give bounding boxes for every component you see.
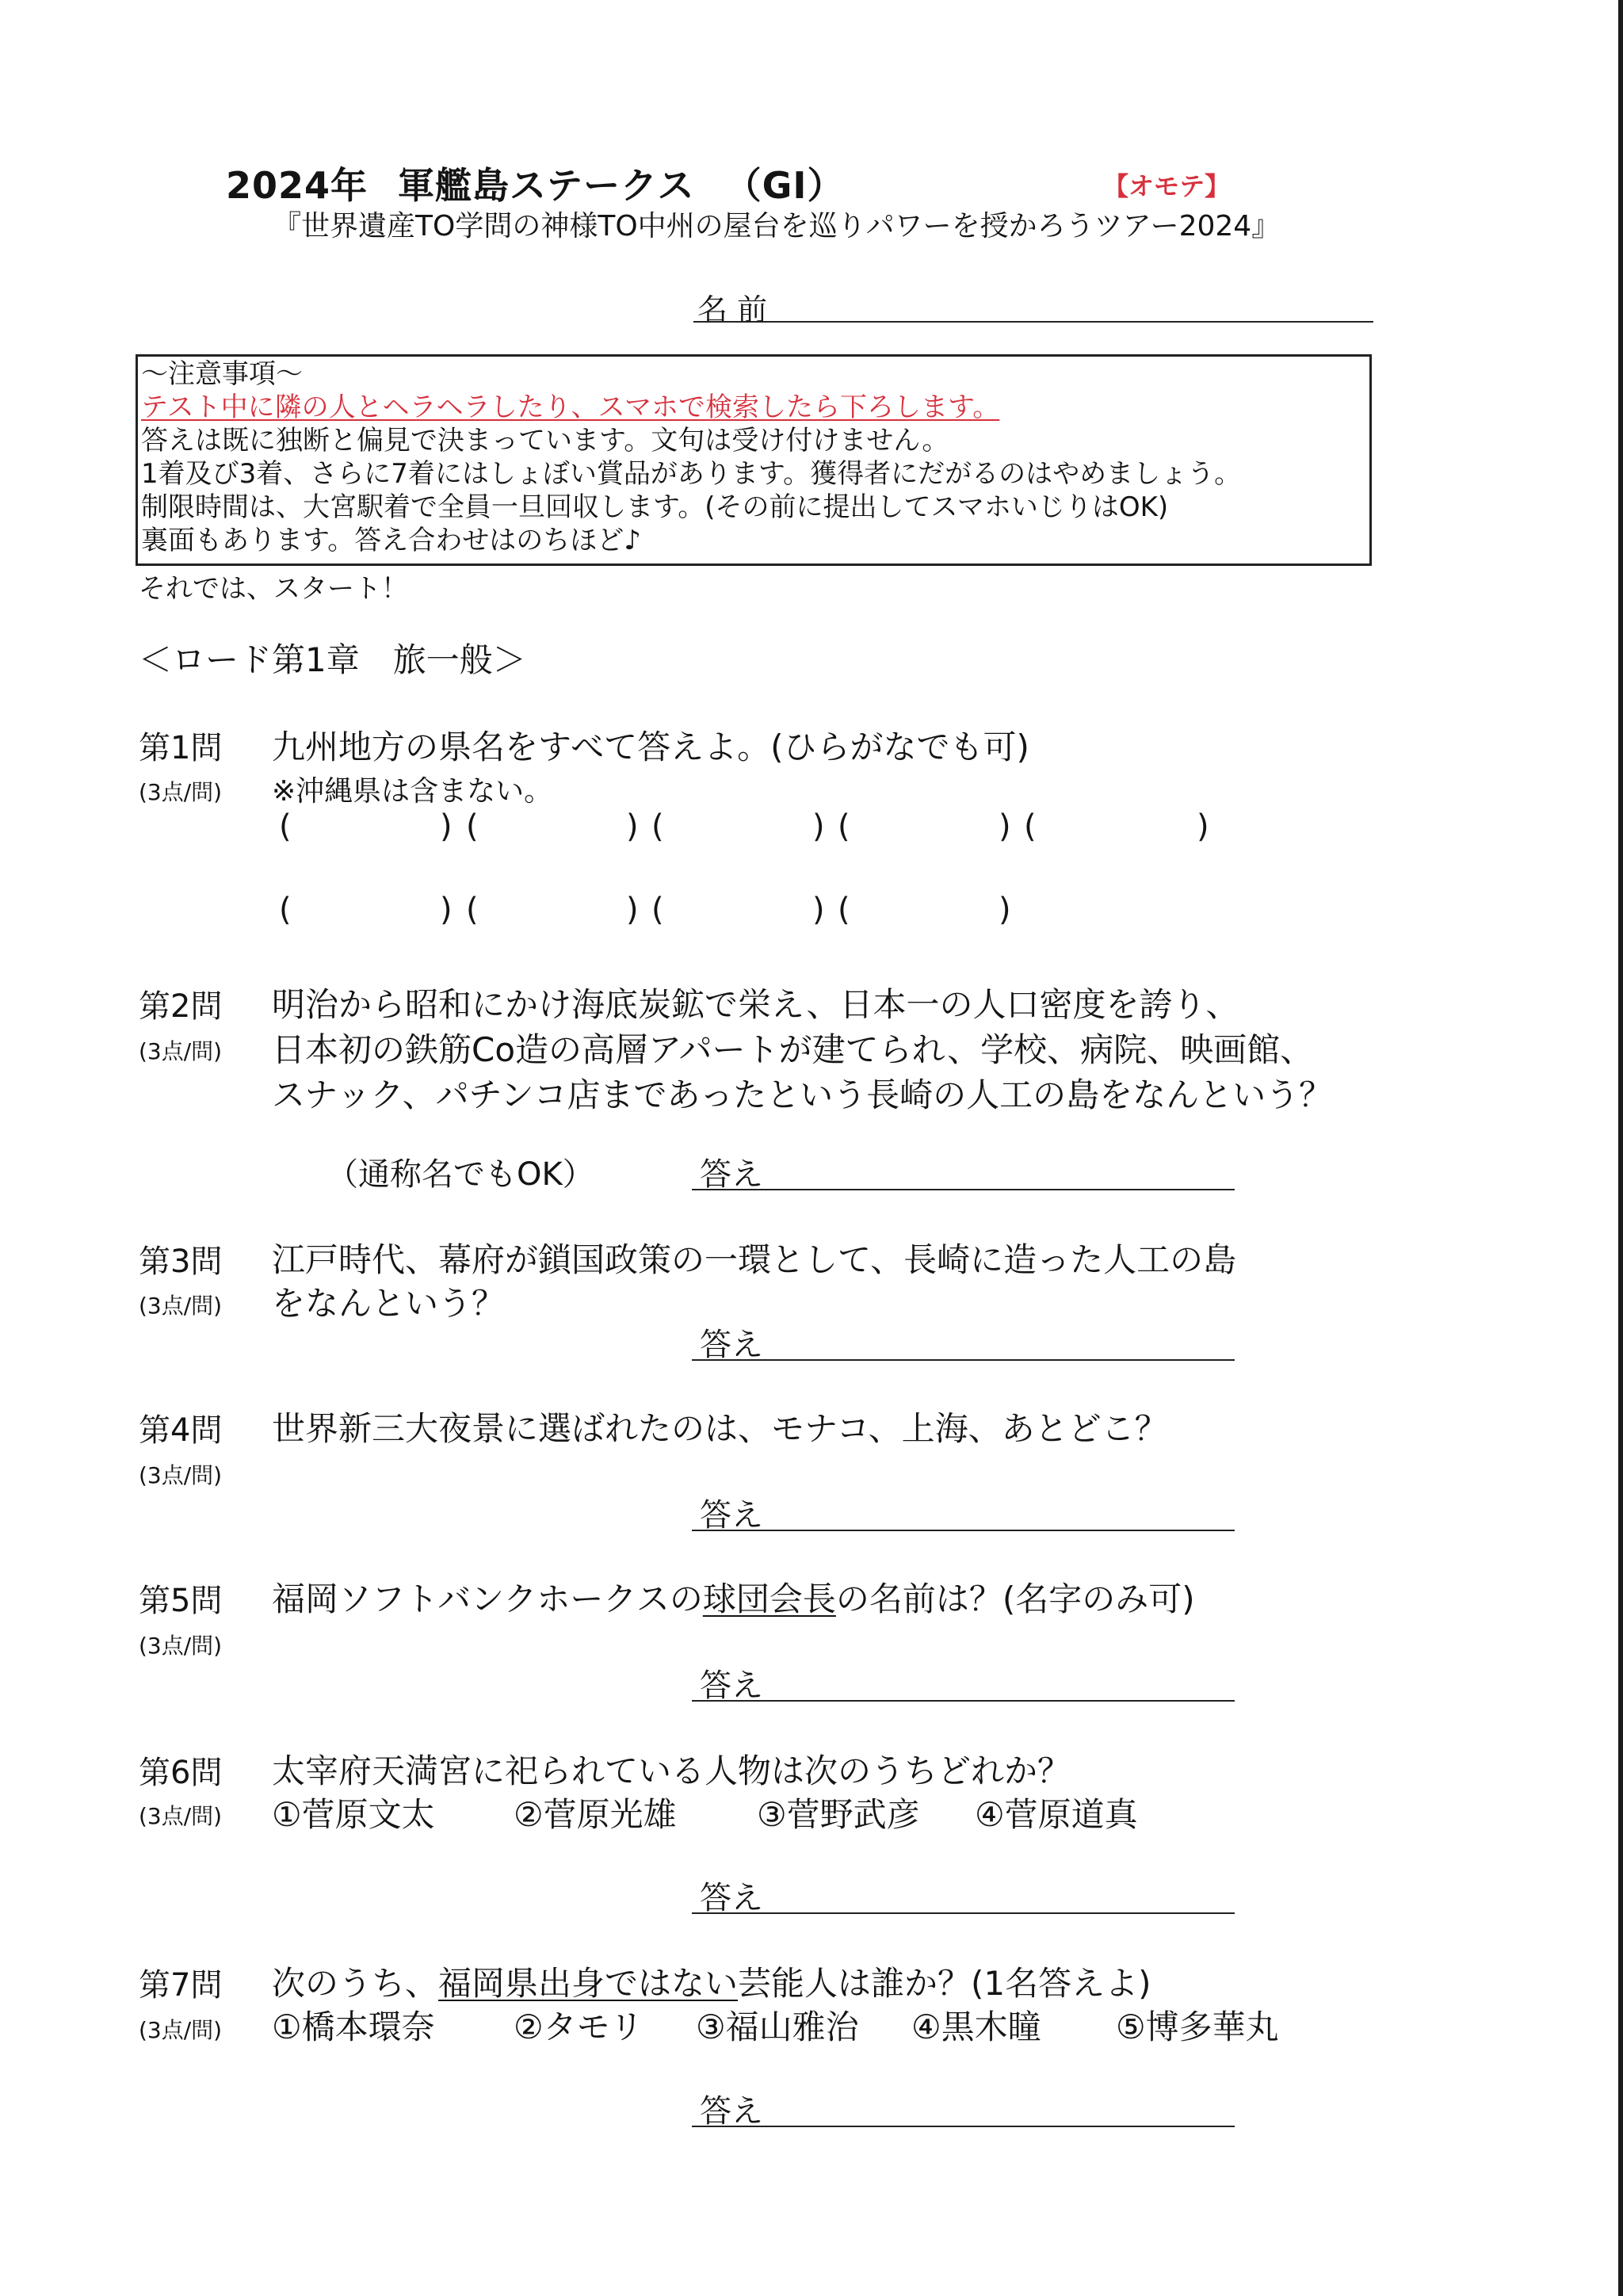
question-2-line: 明治から昭和にかけ海底炭鉱で栄え、日本一の人口密度を誇り、 (272, 985, 1239, 1024)
question-2-line: スナック、パチンコ店まであったという長崎の人工の島をなんという？ (272, 1075, 1333, 1114)
answer-paren-open: ( (651, 808, 664, 845)
answer-paren-close: ) (626, 892, 639, 928)
answer-field-q7[interactable] (692, 2126, 1235, 2127)
question-4-label: 第4問 (139, 1412, 223, 1449)
notice-line: 1着及び3着、さらに7着にはしょぼい賞品があります。獲得者にだがるのはやめましょう。 (141, 458, 1242, 490)
tour-title: 『世界遺産TO学問の神様TO中州の屋台を巡りパワーを授かろうツアー2024』 (273, 210, 1281, 243)
answer-paren-open: ( (651, 892, 664, 928)
question-7-option: ②タモリ (514, 2008, 643, 2046)
answer-paren-open: ( (279, 892, 292, 928)
answer-paren-close: ) (812, 808, 825, 845)
answer-paren-close: ) (626, 808, 639, 845)
name-field[interactable] (693, 321, 1373, 323)
answer-label: 答え (700, 1880, 763, 1916)
question-2-points: (3点/問) (139, 1038, 223, 1064)
question-5-text-pre: 福岡ソフトバンクホークスの (272, 1580, 703, 1618)
answer-paren-open: ( (838, 808, 850, 845)
answer-field-q6[interactable] (692, 1912, 1235, 1914)
question-5-text (272, 1573, 1195, 1621)
answer-label: 答え (700, 1668, 763, 1704)
answer-paren-open: ( (1024, 808, 1037, 845)
question-2-label: 第2問 (139, 988, 223, 1025)
answer-paren-open: ( (838, 892, 850, 928)
question-7-option: ⑤博多華丸 (1116, 2008, 1279, 2046)
answer-field-q5[interactable] (692, 1700, 1235, 1702)
question-1-text: 九州地方の県名をすべて答えよ。(ひらがなでも可) (272, 728, 1029, 766)
answer-label: 答え (700, 2093, 763, 2130)
question-6-option: ②菅原光雄 (514, 1795, 677, 1834)
question-5-points: (3点/問) (139, 1633, 223, 1659)
question-7-label: 第7問 (139, 1967, 223, 2004)
question-7-option: ③福山雅治 (696, 2008, 859, 2046)
answer-field-q3[interactable] (692, 1359, 1235, 1361)
question-7-points: (3点/問) (139, 2017, 223, 2043)
question-4-text: 世界新三大夜景に選ばれたのは、モナコ、上海、あとどこ？ (272, 1409, 1168, 1448)
question-3-line: 江戸時代、幕府が鎖国政策の一環として、長崎に造った人工の島 (272, 1240, 1237, 1279)
answer-paren-close: ) (812, 892, 825, 928)
question-6-points: (3点/問) (139, 1803, 223, 1829)
question-7-text-pre: 次のうち、 (272, 1964, 439, 2003)
question-7-text-post: 芸能人は誰か？(1名答えよ) (738, 1964, 1151, 2003)
answer-label: 答え (700, 1327, 763, 1363)
question-1-note: ※沖縄県は含まない。 (272, 775, 553, 808)
question-3-line: をなんという？ (272, 1284, 506, 1323)
question-5-label: 第5問 (139, 1583, 223, 1619)
answer-paren-close: ) (999, 808, 1011, 845)
question-7-emphasis: 福岡県出身ではない (438, 1964, 739, 2003)
question-1-points: (3点/問) (139, 779, 223, 805)
answer-paren-close: ) (440, 892, 453, 928)
answer-label: 答え (700, 1497, 763, 1534)
question-7-option: ①橋本環奈 (272, 2008, 435, 2046)
answer-paren-open: ( (279, 808, 292, 845)
answer-paren-close: ) (999, 892, 1011, 928)
start-text: それでは、スタート！ (139, 573, 408, 605)
question-7-option: ④黒木瞳 (911, 2008, 1041, 2046)
answer-paren-close: ) (1197, 808, 1209, 845)
title-grade: （GI） (724, 164, 845, 207)
answer-field-q2[interactable] (692, 1189, 1235, 1190)
answer-label: 答え (700, 1156, 763, 1193)
scan-edge (1618, 0, 1623, 2296)
question-6-text: 太宰府天満宮に祀られている人物は次のうちどれか？ (272, 1752, 1071, 1790)
question-5-text-post: の名前は？(名字のみ可) (835, 1580, 1195, 1618)
question-7-text (272, 1958, 1151, 2005)
notice-line: 制限時間は、大宮駅着で全員一旦回収します。(その前に提出してスマホいじりはOK) (141, 491, 1169, 523)
question-5-emphasis: 球団会長 (702, 1580, 836, 1618)
question-2-hint: （通称名でもOK） (327, 1156, 594, 1193)
answer-paren-close: ) (440, 808, 453, 845)
question-2-line: 日本初の鉄筋Co造の高層アパートが建てられ、学校、病院、映画館、 (272, 1030, 1314, 1069)
notice-warning: テスト中に隣の人とヘラヘラしたり、スマホで検索したら下ろします。 (141, 392, 1000, 423)
title-race: 軍艦島ステークス (398, 164, 695, 207)
answer-field-q4[interactable] (692, 1530, 1235, 1531)
question-6-label: 第6問 (139, 1755, 223, 1791)
question-6-option: ③菅野武彦 (757, 1795, 920, 1834)
notice-line: 裏面もあります。答え合わせはのちほど♪ (141, 525, 641, 556)
chapter-heading: ＜ロード第1章 旅一般＞ (139, 640, 526, 679)
answer-paren-open: ( (466, 808, 479, 845)
question-3-points: (3点/問) (139, 1293, 223, 1319)
question-1-label: 第1問 (139, 730, 223, 766)
notice-box (136, 354, 1372, 566)
page-title (226, 157, 875, 209)
name-label: 名 前 (697, 292, 768, 327)
title-year: 2024年 (226, 164, 369, 207)
question-4-points: (3点/問) (139, 1462, 223, 1488)
notice-heading: ～注意事項～ (141, 358, 303, 390)
question-3-label: 第3問 (139, 1244, 223, 1280)
question-6-option: ④菅原道真 (975, 1795, 1138, 1834)
answer-paren-open: ( (466, 892, 479, 928)
side-label: 【オモテ】 (1103, 171, 1231, 201)
notice-line: 答えは既に独断と偏見で決まっています。文句は受け付けません。 (141, 425, 949, 457)
question-6-option: ①菅原文太 (272, 1795, 435, 1834)
